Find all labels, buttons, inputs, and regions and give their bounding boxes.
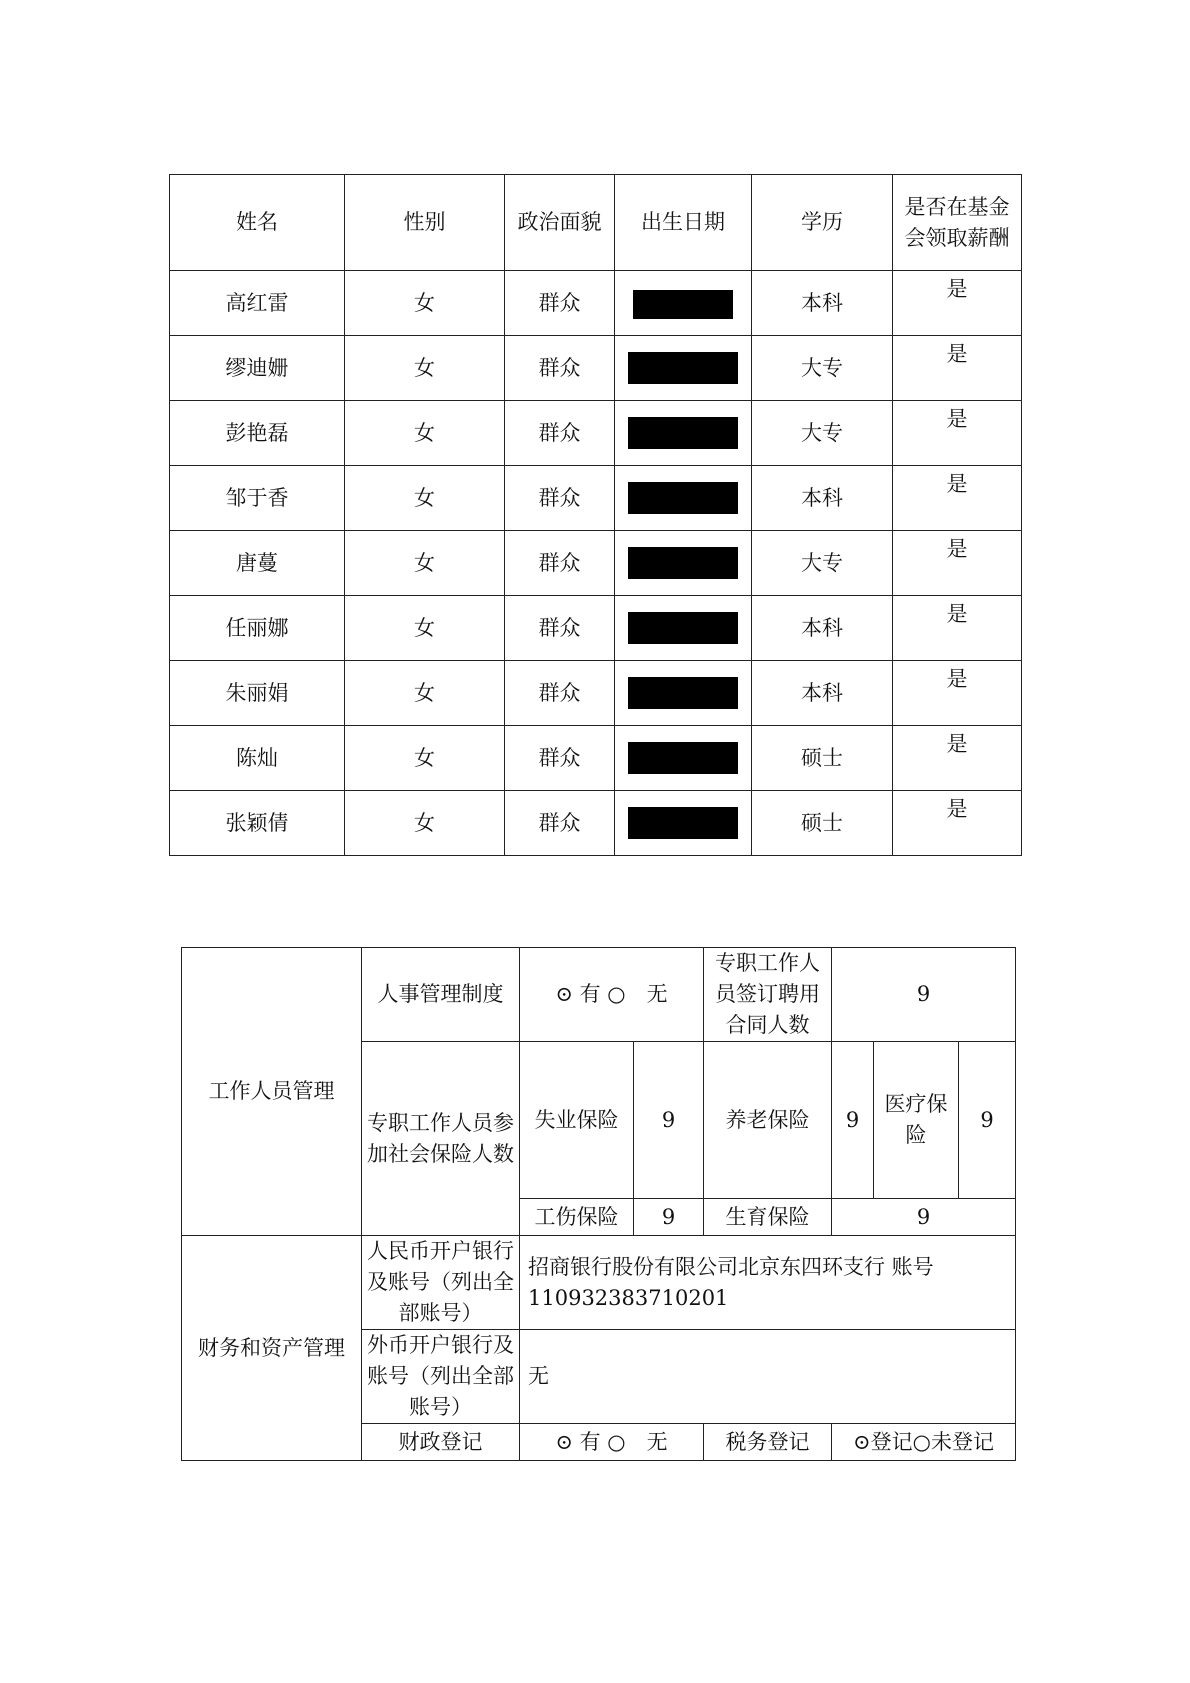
header-birth-date: 出生日期 [615, 175, 752, 271]
table-row [170, 791, 1022, 856]
staff-gender: 女 [345, 661, 505, 726]
header-political-status: 政治面貌 [505, 175, 615, 271]
staff-political-status: 群众 [505, 596, 615, 661]
staff-birth-date [615, 726, 752, 791]
staff-name: 张颖倩 [170, 791, 345, 856]
staff-birth-date [615, 401, 752, 466]
staff-name: 朱丽娟 [170, 661, 345, 726]
staff-birth-date [615, 466, 752, 531]
staff-name: 陈灿 [170, 726, 345, 791]
table-row [170, 596, 1022, 661]
header-education: 学历 [752, 175, 893, 271]
staff-birth-date [615, 336, 752, 401]
medical-insurance-count: 9 [959, 1042, 1016, 1199]
staff-gender: 女 [345, 466, 505, 531]
staff-gender: 女 [345, 596, 505, 661]
redaction-block [628, 612, 738, 644]
tax-registration-value: ⊙登记○未登记 [832, 1424, 1016, 1461]
redaction-block [628, 352, 738, 384]
staff-paid: 是 [893, 531, 1022, 596]
staff-table-header [170, 175, 1022, 271]
staff-political-status: 群众 [505, 531, 615, 596]
staff-education: 大专 [752, 336, 893, 401]
rmb-account-label: 人民币开户银行及账号（列出全部账号） [362, 1236, 520, 1330]
injury-insurance-count: 9 [634, 1199, 704, 1236]
staff-gender: 女 [345, 531, 505, 596]
redaction-block [628, 417, 738, 449]
staff-education: 大专 [752, 401, 893, 466]
redaction-block [628, 807, 738, 839]
staff-gender: 女 [345, 401, 505, 466]
staff-political-status: 群众 [505, 661, 615, 726]
staff-political-status: 群众 [505, 466, 615, 531]
management-table [181, 947, 1016, 1461]
table-row [170, 271, 1022, 336]
tax-registration-label: 税务登记 [704, 1424, 832, 1461]
staff-paid: 是 [893, 661, 1022, 726]
staff-paid: 是 [893, 336, 1022, 401]
table-row [170, 336, 1022, 401]
contract-count-value: 9 [832, 948, 1016, 1042]
staff-gender: 女 [345, 336, 505, 401]
staff-birth-date [615, 531, 752, 596]
fiscal-registration-label: 财政登记 [362, 1424, 520, 1461]
hr-system-value: ⊙ 有 ○ 无 [520, 948, 704, 1042]
staff-education: 本科 [752, 596, 893, 661]
redaction-block [628, 742, 738, 774]
contract-count-label: 专职工作人员签订聘用合同人数 [704, 948, 832, 1042]
table-row [170, 661, 1022, 726]
staff-education: 本科 [752, 466, 893, 531]
staff-paid: 是 [893, 401, 1022, 466]
pension-insurance-label: 养老保险 [704, 1042, 832, 1199]
fx-account-value: 无 [520, 1330, 1016, 1424]
staff-paid: 是 [893, 791, 1022, 856]
header-gender: 性别 [345, 175, 505, 271]
staff-education: 本科 [752, 271, 893, 336]
staff-name: 任丽娜 [170, 596, 345, 661]
staff-paid: 是 [893, 271, 1022, 336]
staff-name: 邹于香 [170, 466, 345, 531]
staff-name: 缪迪姗 [170, 336, 345, 401]
staff-political-status: 群众 [505, 336, 615, 401]
staff-name: 高红雷 [170, 271, 345, 336]
table-row [170, 531, 1022, 596]
hr-system-label: 人事管理制度 [362, 948, 520, 1042]
unemployment-insurance-count: 9 [634, 1042, 704, 1199]
header-paid-by-foundation: 是否在基金会领取薪酬 [893, 175, 1022, 271]
staff-political-status: 群众 [505, 401, 615, 466]
staff-political-status: 群众 [505, 791, 615, 856]
staff-table [169, 174, 1022, 856]
staff-gender: 女 [345, 271, 505, 336]
staff-gender: 女 [345, 791, 505, 856]
redaction-block [628, 547, 738, 579]
staff-education: 硕士 [752, 791, 893, 856]
finance-asset-section: 财务和资产管理 [182, 1236, 362, 1461]
staff-name: 彭艳磊 [170, 401, 345, 466]
staff-political-status: 群众 [505, 726, 615, 791]
staff-paid: 是 [893, 466, 1022, 531]
redaction-block [633, 290, 733, 319]
staff-education: 硕士 [752, 726, 893, 791]
table-row [170, 726, 1022, 791]
rmb-account-value: 招商银行股份有限公司北京东四环支行 账号110932383710201 [520, 1236, 1016, 1330]
staff-education: 本科 [752, 661, 893, 726]
staff-paid: 是 [893, 596, 1022, 661]
social-insurance-label: 专职工作人员参加社会保险人数 [362, 1042, 520, 1236]
staff-name: 唐蔓 [170, 531, 345, 596]
unemployment-insurance-label: 失业保险 [520, 1042, 634, 1199]
fx-account-label: 外币开户银行及账号（列出全部账号） [362, 1330, 520, 1424]
staff-political-status: 群众 [505, 271, 615, 336]
staff-birth-date [615, 596, 752, 661]
staff-gender: 女 [345, 726, 505, 791]
medical-insurance-label: 医疗保险 [874, 1042, 959, 1199]
maternity-insurance-count: 9 [832, 1199, 1016, 1236]
staff-paid: 是 [893, 726, 1022, 791]
table-row [170, 401, 1022, 466]
pension-insurance-count: 9 [832, 1042, 874, 1199]
table-row [170, 466, 1022, 531]
redaction-block [628, 677, 738, 709]
maternity-insurance-label: 生育保险 [704, 1199, 832, 1236]
table-row [182, 1236, 1016, 1330]
table-row [182, 948, 1016, 1042]
staff-management-section: 工作人员管理 [182, 948, 362, 1236]
fiscal-registration-value: ⊙ 有 ○ 无 [520, 1424, 704, 1461]
injury-insurance-label: 工伤保险 [520, 1199, 634, 1236]
staff-birth-date [615, 661, 752, 726]
staff-birth-date [615, 791, 752, 856]
staff-education: 大专 [752, 531, 893, 596]
header-name: 姓名 [170, 175, 345, 271]
staff-birth-date [615, 271, 752, 336]
redaction-block [628, 482, 738, 514]
